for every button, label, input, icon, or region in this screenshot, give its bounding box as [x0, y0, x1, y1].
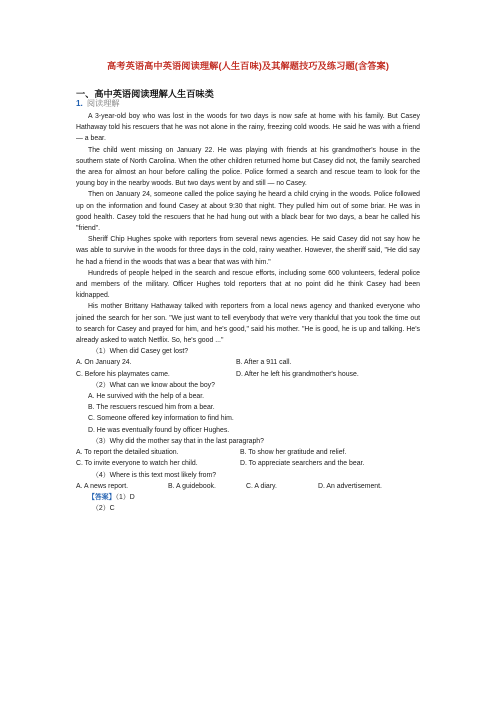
option-c: C. Someone offered key information to find him. [88, 415, 234, 423]
passage-paragraph: A 3-year-old boy who was lost in the woods for two days is now safe at home with his family. But Casey Hathaway told his rescuers that he was not alone in the rainy, freezing cold woods. He said he was with a friend — a bear. [76, 113, 420, 143]
question-number: 1. [76, 99, 83, 108]
option-d: D. After he left his grandmother's house. [236, 370, 359, 378]
option-d: D. To appreciate searchers and the bear. [240, 460, 365, 468]
section-heading: 一、高中英语阅读理解人生百味类 [76, 89, 214, 99]
answer-value: （1）D [115, 493, 135, 501]
passage-paragraph: Hundreds of people helped in the search and rescue efforts, including some 600 volunteers, federal police and members of the military. Officer Hughes told reporters that at no point did he think Casey had been kidnapped. [76, 269, 420, 300]
option-a: A. A news report. [76, 482, 129, 490]
option-row [76, 447, 420, 458]
option-b: B. The rescuers rescued him from a bear. [88, 404, 215, 412]
question-header [76, 98, 120, 109]
option-b: B. To show her gratitude and relief. [240, 449, 347, 457]
option-row [76, 369, 420, 380]
passage-paragraph: His mother Brittany Hathaway talked with reporters from a local news agency and thanked everyone who joined the search for her son. "We just want to tell everybody that we're very thankful that you took the time out to search for Casey and prayed for him, and he's good," said his mother. "He is good, he is up and talking. He's already asked to watch Netflix. So, he's good ..." [76, 303, 420, 345]
option-row [76, 357, 420, 368]
option-c: C. Before his playmates came. [76, 370, 170, 378]
question-type-label: 阅读理解 [86, 99, 120, 108]
passage-paragraph: Then on January 24, someone called the police saying he heard a child crying in the woods. Police followed up on the information and found Casey at about 9:30 that night. They pulled him out of some briar. He was in good health. Casey told the rescuers that he had hung out with a black bear for two days, a bear he called his "friend". [76, 191, 420, 233]
passage-paragraph: The child went missing on January 22. He was playing with friends at his grandmother's house in the southern state of North Carolina. When the other children returned home but Casey did not, the family searched the area for almost an hour before calling the police. Police formed a search and rescue team to look for the young boy in the nearby woods. But two days went by and still — no Casey. [76, 146, 420, 188]
passage-body [76, 111, 420, 514]
option-d: D. He was eventually found by officer Hughes. [88, 426, 230, 434]
question-stem: （1）When did Casey get lost? [92, 348, 189, 356]
option-a: A. To report the detailed situation. [76, 449, 179, 457]
answer-line [76, 492, 420, 503]
answer-value: （2）C [92, 505, 115, 513]
option-d: D. An advertisement. [318, 482, 382, 490]
option-row [76, 481, 420, 492]
option-a: A. He survived with the help of a bear. [88, 393, 205, 401]
option-c: C. To invite everyone to watch her child. [76, 460, 198, 468]
option-b: B. A guidebook. [168, 482, 216, 490]
question-stem: （2）What can we know about the boy? [92, 381, 215, 389]
option-row [76, 458, 420, 469]
option-a: A. On January 24. [76, 359, 132, 367]
question-stem: （4）Where is this text most likely from? [92, 471, 217, 479]
document-title: 高考英语高中英语阅读理解(人生百味)及其解题技巧及练习题(含答案) [107, 61, 389, 71]
option-b: B. After a 911 call. [236, 359, 292, 367]
answer-label: 【答案】 [88, 493, 116, 501]
option-c: C. A diary. [246, 482, 277, 490]
question-stem: （3）Why did the mother say that in the last paragraph? [92, 437, 264, 445]
passage-paragraph: Sheriff Chip Hughes spoke with reporters from several news agencies. He said Casey did not say how he was able to survive in the woods for three days in the cold, rainy weather. However, the sheriff said, "He did say he had a friend in the woods that was a bear that was with him." [76, 236, 420, 266]
